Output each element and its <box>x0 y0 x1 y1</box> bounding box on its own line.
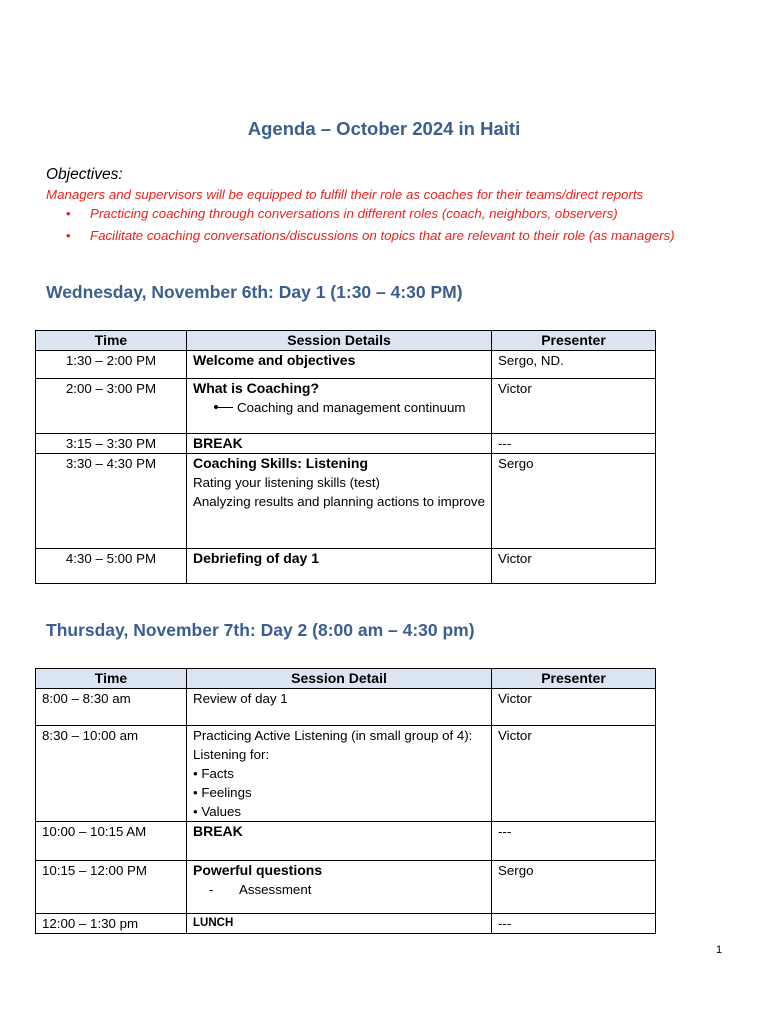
list-item: • Values <box>193 804 242 819</box>
session-subitem <box>193 880 485 899</box>
bullet-icon: • <box>66 206 71 221</box>
time-cell: 8:30 – 10:00 am <box>36 726 187 822</box>
session-cell: Debriefing of day 1 <box>187 549 492 584</box>
day2-heading: Thursday, November 7th: Day 2 (8:00 am – 4:30 pm) <box>46 620 475 640</box>
objectives-list <box>66 205 675 249</box>
table-header-row <box>36 331 656 351</box>
session-cell <box>187 726 492 822</box>
session-cell <box>187 454 492 549</box>
column-header-session: Session Details <box>187 331 492 351</box>
presenter-cell: --- <box>492 434 656 454</box>
column-header-presenter: Presenter <box>492 669 656 689</box>
presenter-cell: --- <box>492 822 656 861</box>
table-row <box>36 726 656 822</box>
time-cell: 10:00 – 10:15 AM <box>36 822 187 861</box>
table-row <box>36 689 656 726</box>
session-cell: BREAK <box>187 434 492 454</box>
arrow-icon <box>215 407 233 408</box>
session-line: Listening for: <box>193 747 270 762</box>
list-item: • Facts <box>193 766 234 781</box>
session-cell <box>187 379 492 434</box>
session-subitem-text: Assessment <box>239 882 312 897</box>
table-row <box>36 861 656 914</box>
table-row <box>36 379 656 434</box>
dash-icon: - <box>209 882 214 897</box>
session-subitem-text: Coaching and management continuum <box>237 400 466 415</box>
time-cell: 4:30 – 5:00 PM <box>36 549 187 584</box>
column-header-time: Time <box>36 669 187 689</box>
column-header-time: Time <box>36 331 187 351</box>
time-cell: 12:00 – 1:30 pm <box>36 914 187 934</box>
session-line: Analyzing results and planning actions to improve <box>193 494 485 509</box>
day1-table <box>35 330 656 584</box>
session-title: Coaching Skills: Listening <box>193 455 369 471</box>
time-cell: 3:30 – 4:30 PM <box>36 454 187 549</box>
table-row <box>36 454 656 549</box>
objective-text: Practicing coaching through conversations in different roles (coach, neighbors, observers) <box>90 206 618 221</box>
table-row <box>36 822 656 861</box>
presenter-cell: Sergo <box>492 454 656 549</box>
session-cell: LUNCH <box>187 914 492 934</box>
time-cell: 1:30 – 2:00 PM <box>36 351 187 379</box>
session-cell: Welcome and objectives <box>187 351 492 379</box>
session-line: Practicing Active Listening (in small group of 4): <box>193 728 473 743</box>
day1-heading: Wednesday, November 6th: Day 1 (1:30 – 4:30 PM) <box>46 282 463 302</box>
list-item: • Feelings <box>193 785 252 800</box>
presenter-cell: --- <box>492 914 656 934</box>
document-title: Agenda – October 2024 in Haiti <box>247 118 521 139</box>
presenter-cell: Victor <box>492 726 656 822</box>
session-cell: BREAK <box>187 822 492 861</box>
presenter-cell: Victor <box>492 689 656 726</box>
time-cell: 3:15 – 3:30 PM <box>36 434 187 454</box>
objective-item <box>66 227 675 249</box>
objective-item <box>66 205 675 227</box>
time-cell: 8:00 – 8:30 am <box>36 689 187 726</box>
objectives-intro: Managers and supervisors will be equipped to fulfill their role as coaches for their teams/direct reports <box>46 187 644 202</box>
session-cell: Review of day 1 <box>187 689 492 726</box>
session-subitem <box>193 398 485 417</box>
column-header-presenter: Presenter <box>492 331 656 351</box>
session-title: What is Coaching? <box>193 380 319 396</box>
time-cell: 10:15 – 12:00 PM <box>36 861 187 914</box>
objective-text: Facilitate coaching conversations/discussions on topics that are relevant to their role (as managers) <box>90 228 675 243</box>
session-cell <box>187 861 492 914</box>
page-number: 1 <box>716 944 723 956</box>
presenter-cell: Sergo <box>492 861 656 914</box>
objectives-heading: Objectives: <box>46 166 123 183</box>
table-header-row <box>36 669 656 689</box>
table-row <box>36 351 656 379</box>
presenter-cell: Victor <box>492 549 656 584</box>
bullet-icon: • <box>66 228 71 243</box>
table-row <box>36 914 656 934</box>
column-header-session: Session Detail <box>187 669 492 689</box>
session-line: Rating your listening skills (test) <box>193 475 380 490</box>
session-title: Powerful questions <box>193 862 323 878</box>
day2-table <box>35 668 656 934</box>
table-row <box>36 434 656 454</box>
presenter-cell: Victor <box>492 379 656 434</box>
presenter-cell: Sergo, ND. <box>492 351 656 379</box>
time-cell: 2:00 – 3:00 PM <box>36 379 187 434</box>
table-row <box>36 549 656 584</box>
